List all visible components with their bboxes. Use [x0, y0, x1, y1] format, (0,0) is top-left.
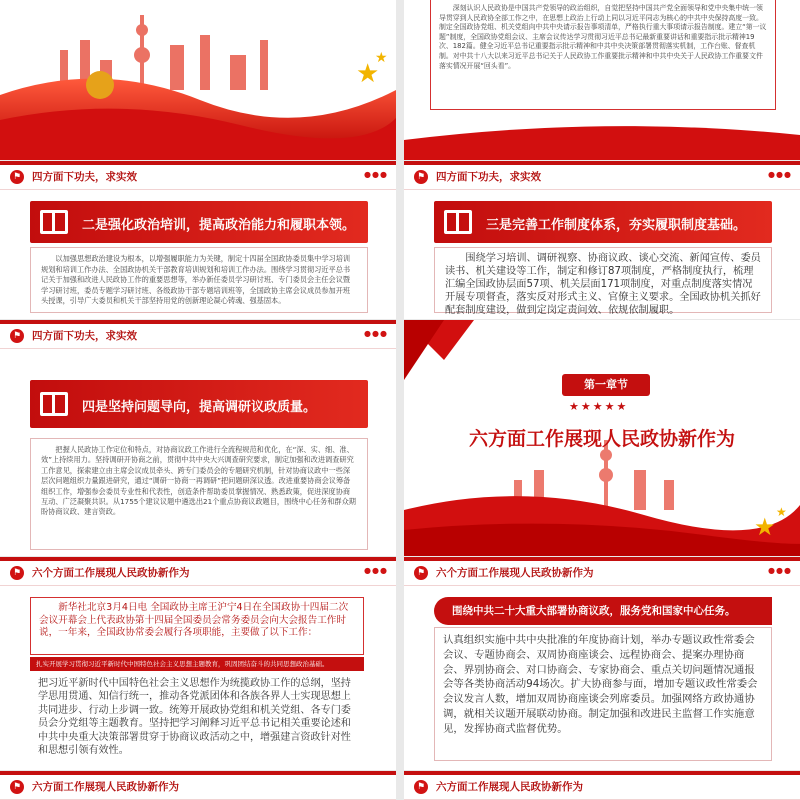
dots-decoration: ●●● [364, 566, 388, 575]
book-icon [444, 210, 472, 234]
flag-icon: ⚑ [414, 170, 428, 184]
slide-six-aspects-4 [404, 771, 800, 800]
dots-decoration: ●●● [768, 170, 792, 179]
slide-top-right [404, 0, 800, 160]
star-icon: ★ [375, 50, 388, 66]
flag-icon: ⚑ [414, 566, 428, 580]
slide-header [0, 320, 396, 349]
subtitle-strip: 扎实开展学习贯彻习近平新时代中国特色社会主义思想主题教育，巩固团结奋斗的共同思想政治基础。 [30, 657, 364, 671]
stars-decoration: ★★★★★ [569, 400, 629, 413]
body-text: 围绕学习培训、调研视察、协商议政、谈心交流、新闻宣传、委员读书、机关建设等工作，制定和修订87项制度，严格制度执行，梳理汇编全国政协层面57项、机关层面171项制度，对重点制度落实情况开展专项督查，落实反对形式主义、官僚主义要求。全国政协机关抓好配套制度建设，做到定岗定责问效、依规依制履职。 [445, 253, 761, 316]
star-icon: ★ [776, 505, 787, 519]
content-box [30, 438, 368, 550]
text-box [430, 0, 776, 110]
slide-six-aspects-3 [0, 771, 396, 800]
content-box [30, 247, 368, 313]
section-banner: 围绕中共二十大重大部署协商议政，服务党和国家中心任务。 [434, 597, 772, 625]
header-title: 四方面下功夫，求实效 [32, 171, 137, 183]
content-box [434, 247, 772, 316]
news-text: 新华社北京3月4日电 全国政协主席王沪宁4日在全国政协十四届二次会议开幕会上代表政协第十四届全国委员会常务委员会向大会报告工作时说，一年来，全国政协常委会履行各项职能，主要做了以下工作： [39, 602, 349, 639]
slide-work-system [404, 161, 800, 319]
slide-header [0, 557, 396, 586]
section-title-bar [434, 201, 772, 243]
content-box [434, 627, 772, 761]
header-title: 四方面下功夫，求实效 [436, 171, 541, 183]
star-icon: ★ [754, 513, 776, 541]
header-title: 六方面工作展现人民政协新作为 [32, 781, 179, 793]
flag-icon: ⚑ [414, 780, 428, 794]
flag-icon: ⚑ [10, 566, 24, 580]
flag-icon: ⚑ [10, 780, 24, 794]
body-text: 以加强思想政治建设为根本，以增强履职能力为关键，制定十四届全国政协委员集中学习培训规划和培训工作办法、全国政协机关干部教育培训规划和培训工作办法。围绕学习贯彻习近平总书记关于加强和改进人民政协工作的重要思想等，举办新任委员学习研讨班、专门委员会主任会议暨学习研讨班，委员专题学习研讨班、各级政协干部专题培训班等，全国政协主席会议成员参加开班头授课，引导广大委员和机关干部坚持用党的创新理论凝心铸魂、强基固本。 [41, 254, 351, 305]
red-wave-decoration [404, 110, 800, 160]
slide-header [404, 771, 800, 800]
header-title: 六个方面工作展现人民政协新作为 [32, 567, 190, 579]
section-title-bar [30, 201, 368, 243]
content-box [30, 675, 364, 759]
slide-header [404, 557, 800, 586]
book-icon [40, 210, 68, 234]
section-title: 四是坚持问题导向，提高调研议政质量。 [82, 400, 317, 415]
slide-six-aspects-2 [404, 557, 800, 770]
dots-decoration: ●●● [768, 566, 792, 575]
slide-political-training [0, 161, 396, 319]
header-title: 六方面工作展现人民政协新作为 [436, 781, 583, 793]
header-title: 四方面下功夫，求实效 [32, 330, 137, 342]
flag-icon: ⚑ [10, 329, 24, 343]
body-text: 认真组织实施中共中央批准的年度协商计划，举办专题议政性常委会会议、专题协商会、双周协商座谈会、远程协商会、提案办理协商会、界别协商会、对口协商会、专家协商会、重点关切问题情况通报会等各类协商活动94场次。扩大协商参与面，增加专题议政性常委会会议发言人数，增加双周协商座谈会列席委员。加强网络方政协通协调，就相关议题开展联动协商。制定加强和改进民主监督工作实施意见，发挥协商式监督优势。 [443, 634, 758, 735]
slide-six-aspects-1 [0, 557, 396, 770]
dots-decoration: ●●● [364, 329, 388, 338]
body-text: 把习近平新时代中国特色社会主义思想作为统揽政协工作的总纲，坚持学思用贯通、知信行统一，推动各党派团体和各族各界人士实现思想上共同进步、行动上步调一致。统筹开展政协党组和机关党组、各专门委员会分党组等主题教育。坚持把学习阐释习近平总书记相关重要论述和中共中央重大决策部署贯穿于协商议政活动之中，增强建言资政针对性和思想引领有效性。 [38, 678, 351, 757]
slide-chapter-cover [404, 320, 800, 556]
cityscape-illustration [0, 0, 396, 160]
news-box [30, 597, 364, 655]
body-text: 深刻认识人民政协是中国共产党领导的政治组织，自觉把坚持中国共产党全面领导和党中央集中统一领导贯穿到人民政协全部工作之中，在思想上政治上行动上同以习近平同志为核心的中共中央保持高度一致。制定全国政协党组、机关党组向中共中央请示报告事项清单，严格执行重大事项请示报告制度。建立“第一议题”制度，全国政协党组会议、主席会议传达学习贯彻习近平总书记最新重要讲话和重要指示批示精神19次、182篇。健全习近平总书记重要指示批示精神和中共中央决策部署贯彻落实机制，工作台账、督查机制。对中共十八大以来习近平总书记关于人民政协工作重要批示精神和中共中央关于人民政协工作重要文件落实情况开展“回头看”。 [439, 4, 767, 70]
body-text: 把握人民政协工作定位和特点，对协商议政工作进行全流程规范和优化，在“深、实、细、准、效”上持续用力。坚持调研开协商之前，贯彻中共中央大兴调查研究要求，制定加强和改进调查研究工作意见，探索建立由主席会议成员牵头、跨专门委员会的专题研究机制，针对协商议政中一些深层次问题组织力量跟进研究，通过“调研一协商一再调研”把问题研深议透。改进重要协商会议筹备组织工作，增强参会委员专业性和代表性，创造条件帮助委员掌握情况、熟悉政策，促进深度协商互动、广泛凝聚共识。从1755个建议议题中遴选出21个重点协商议政题目，围绕中心任务和群众期盼协商议政、建言资政。 [41, 445, 356, 517]
book-icon [40, 392, 68, 416]
slide-header [0, 771, 396, 800]
chapter-title: 六方面工作展现人民政协新作为 [468, 428, 735, 450]
flag-icon: ⚑ [10, 170, 24, 184]
slide-header [404, 161, 800, 190]
star-icon: ★ [356, 59, 380, 89]
section-title: 二是强化政治培训，提高政治能力和履职本领。 [82, 218, 356, 233]
header-title: 六个方面工作展现人民政协新作为 [436, 567, 594, 579]
section-title-bar [30, 380, 368, 428]
section-title: 三是完善工作制度体系，夯实履职制度基础。 [486, 218, 747, 233]
slide-header [0, 161, 396, 190]
chapter-label: 第一章节 [562, 374, 650, 396]
slide-cover-top-left [0, 0, 396, 160]
dots-decoration: ●●● [364, 170, 388, 179]
slide-problem-oriented [0, 320, 396, 556]
